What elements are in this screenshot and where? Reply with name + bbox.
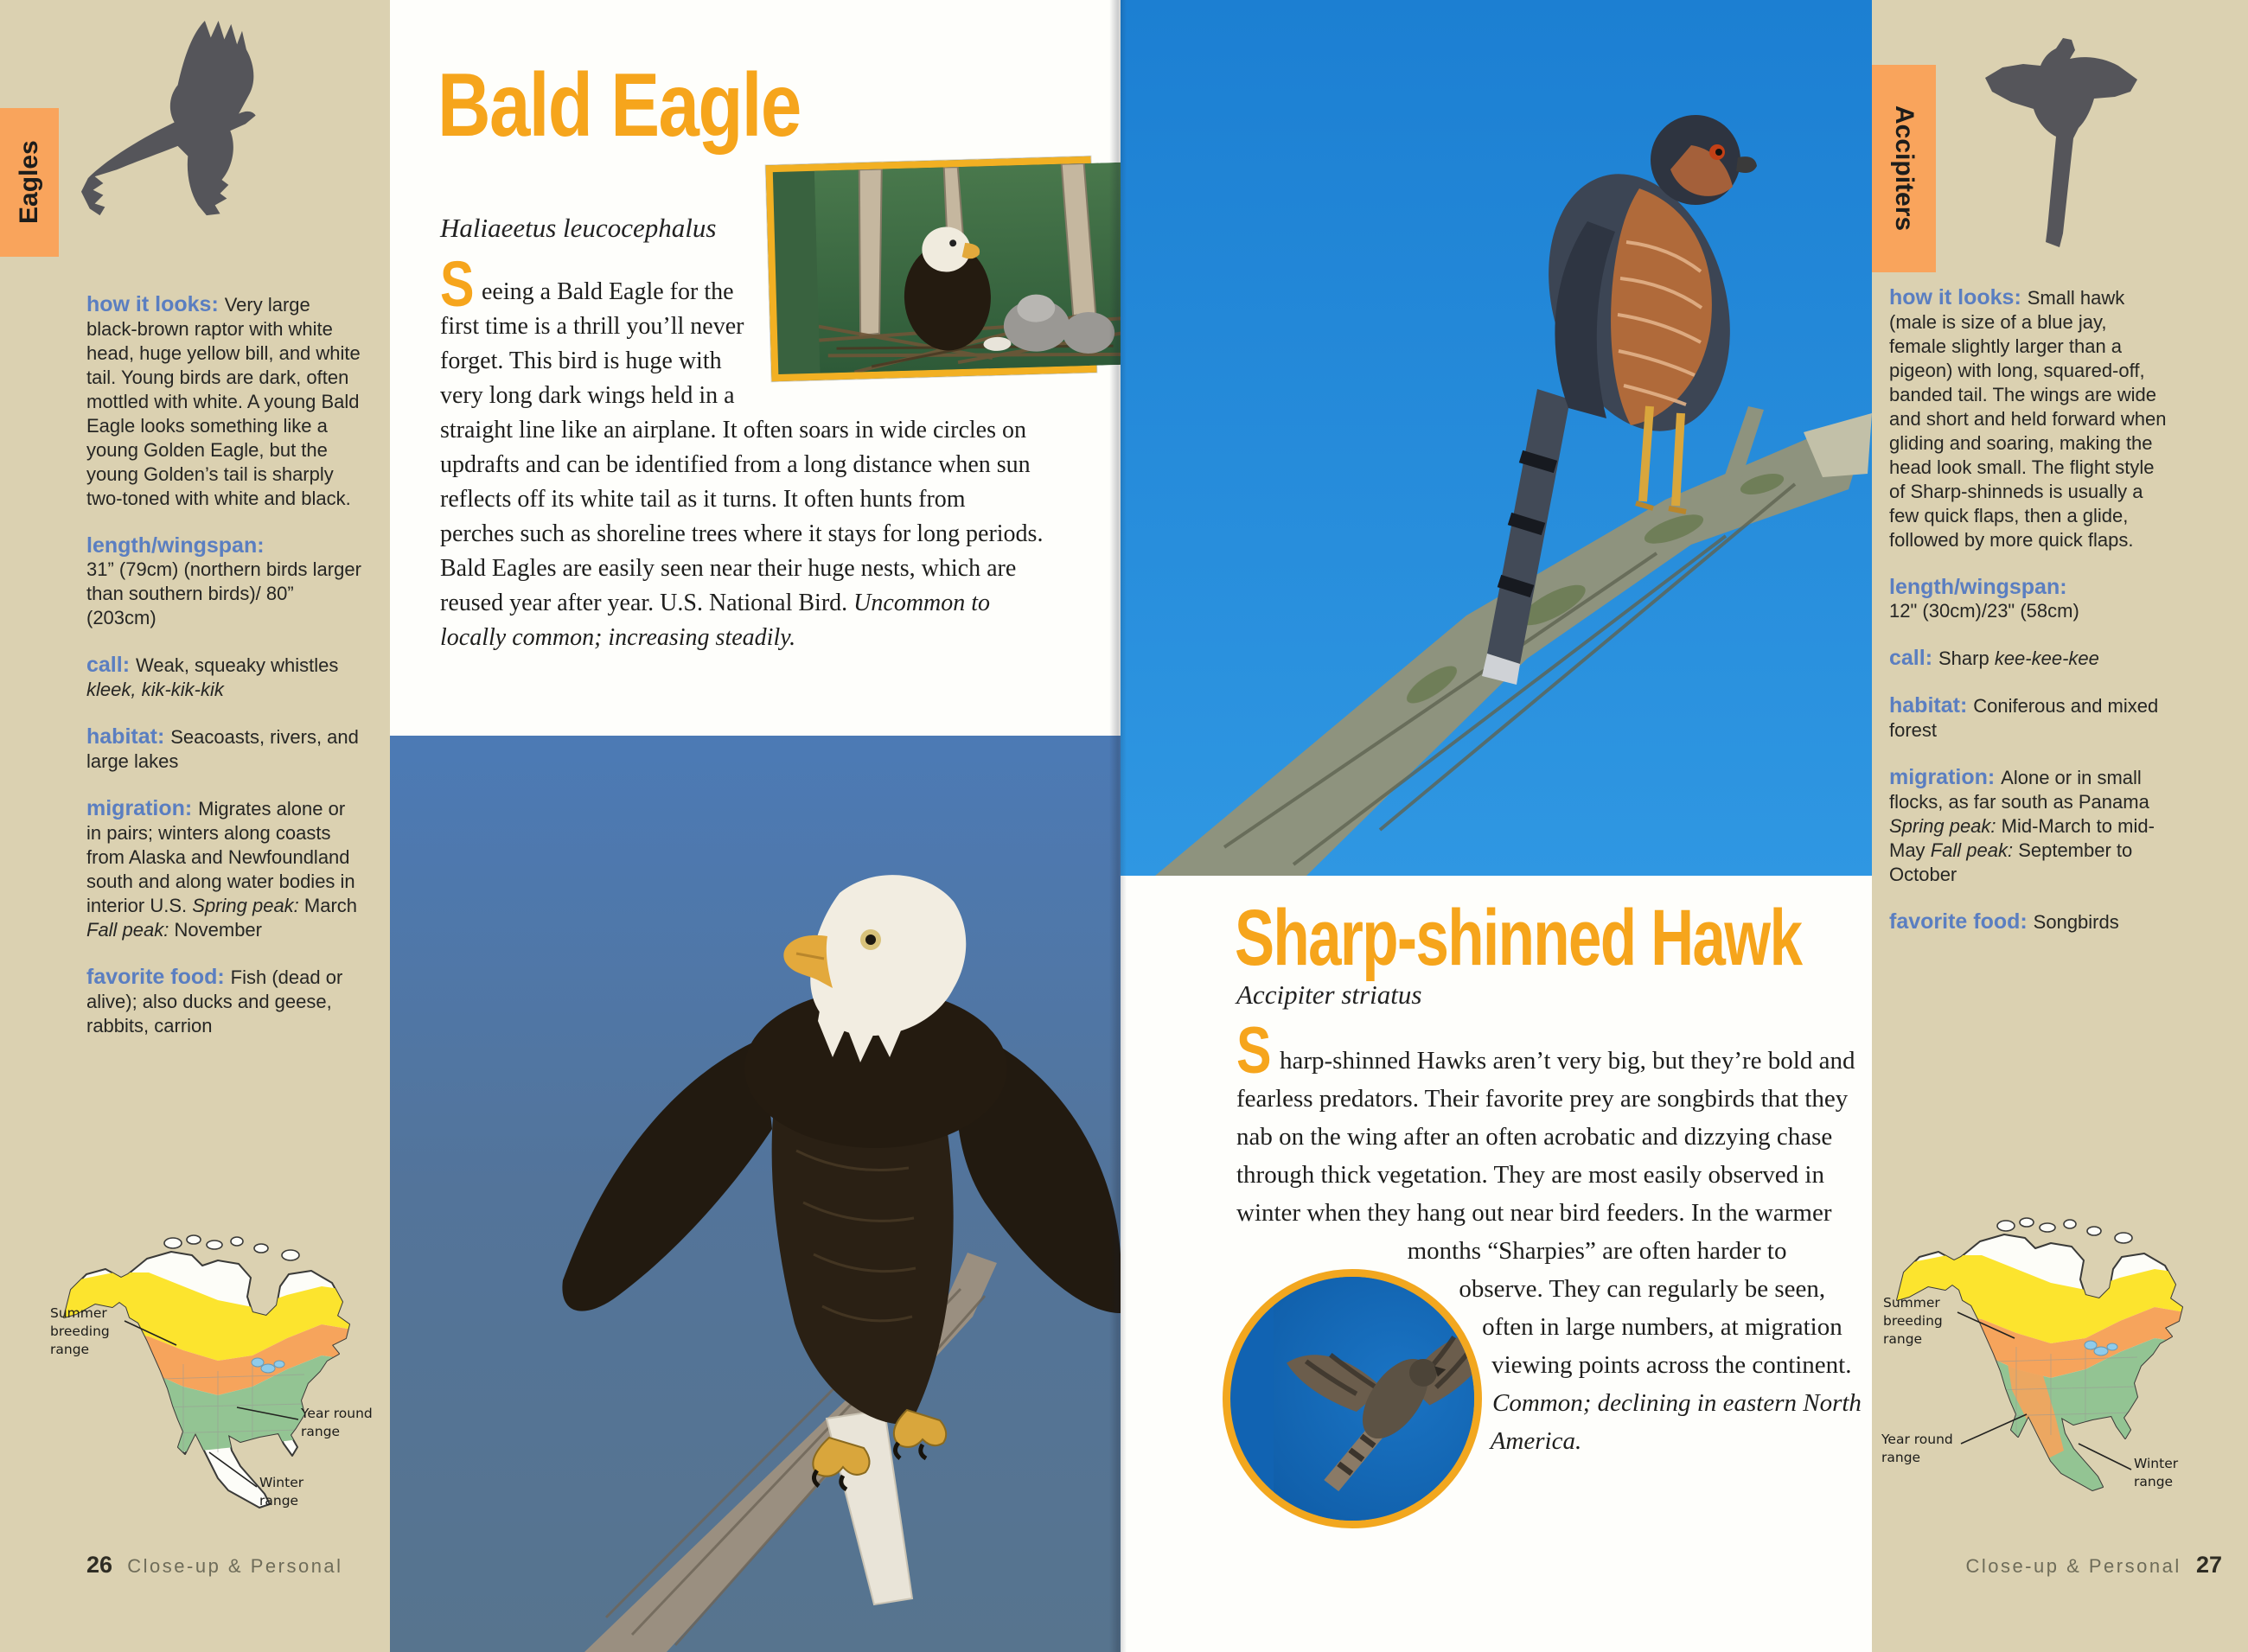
map-label-winter-range — [2134, 1456, 2179, 1489]
svg-text:breeding: breeding — [1883, 1313, 1943, 1329]
body-text-run: Fish (dead or alive); also ducks and geese, rabbits, carrion — [86, 966, 343, 1036]
page-number: 26 — [86, 1552, 113, 1578]
svg-text:Year round: Year round — [1881, 1432, 1953, 1447]
right-sidebar-sections — [1889, 285, 2168, 957]
range-map-sharp-shinned — [1878, 1217, 2215, 1528]
sidebar-section — [86, 533, 365, 630]
map-label-year-round-range — [1881, 1432, 1953, 1465]
sharp-shinned-body-text — [1236, 1014, 1866, 1539]
body-text-run: Mid-March to mid-May — [1889, 815, 2155, 861]
map-label-summer-breeding-range — [1883, 1295, 1943, 1347]
body-text-run: November — [169, 919, 262, 941]
sidebar-section — [86, 796, 365, 942]
body-text-italic-run: Spring peak: — [1889, 815, 1996, 837]
sidebar-section — [1889, 765, 2168, 887]
svg-text:range: range — [259, 1493, 299, 1508]
body-text-run: 12" (30cm)/23" (58cm) — [1889, 600, 2079, 622]
tab-accipiters[interactable]: Accipiters — [1872, 65, 1936, 272]
sidebar-section-label: call: — [1889, 646, 1938, 670]
sidebar-section-label: migration: — [86, 796, 199, 820]
left-page-footer — [86, 1552, 343, 1579]
sidebar-section — [1889, 693, 2168, 743]
svg-text:Summer: Summer — [1883, 1295, 1940, 1311]
hawk-silhouette-icon — [1973, 16, 2146, 266]
body-text-run: March — [298, 895, 358, 916]
bald-eagle-dropcap: S — [440, 248, 475, 320]
sharp-shinned-scientific-name: Accipiter striatus — [1236, 979, 1422, 1010]
left-sidebar — [0, 0, 390, 1652]
sidebar-section — [86, 724, 365, 774]
body-text-run: Migrates alone or in pairs; winters along coasts from Alaska and Newfoundland south and along water bodies in interior U.S. — [86, 798, 355, 916]
sidebar-section-label: length/wingspan: — [1889, 575, 2067, 599]
body-text-italic-run: kleek, kik-kik-kik — [86, 679, 224, 700]
sidebar-section-label: favorite food: — [1889, 909, 2034, 934]
sidebar-section-label: length/wingspan: — [86, 533, 265, 558]
svg-text:range: range — [2134, 1474, 2174, 1489]
sidebar-section-label: habitat: — [86, 724, 171, 749]
sharp-shinned-article — [1121, 876, 1872, 1652]
body-text-italic-run: Fall peak: — [86, 919, 169, 941]
sidebar-section — [1889, 909, 2168, 934]
sidebar-section — [86, 292, 365, 511]
right-page-footer — [1894, 1552, 2222, 1579]
svg-text:breeding: breeding — [50, 1324, 110, 1339]
svg-text:range: range — [301, 1424, 341, 1439]
sidebar-section-label: how it looks: — [86, 292, 225, 316]
body-text-run: Sharp — [1938, 647, 1995, 669]
body-text-italic-run: kee-kee-kee — [1994, 647, 2099, 669]
book-title: Close-up & Personal — [1965, 1555, 2181, 1577]
left-sidebar-sections — [86, 292, 365, 1061]
page-number: 27 — [2195, 1552, 2222, 1578]
svg-text:range: range — [1881, 1450, 1921, 1465]
book-title: Close-up & Personal — [127, 1555, 343, 1577]
bald-eagle-title: Bald Eagle — [437, 55, 801, 156]
body-text-run: Seacoasts, rivers, and large lakes — [86, 726, 359, 772]
sidebar-section — [86, 653, 365, 702]
body-text-run: Songbirds — [2033, 911, 2119, 933]
hawk-in-flight-photo — [1223, 1269, 1482, 1528]
svg-text:Winter: Winter — [2134, 1456, 2179, 1471]
svg-text:Year round: Year round — [301, 1406, 373, 1421]
sidebar-section — [1889, 285, 2168, 552]
sidebar-section — [86, 965, 365, 1038]
body-text-italic-run: Fall peak: — [1930, 839, 2014, 861]
right-sidebar — [1872, 0, 2248, 1652]
eagle-silhouette-icon — [80, 10, 283, 231]
body-text-run: Coniferous and mixed forest — [1889, 695, 2159, 741]
sidebar-section-label: how it looks: — [1889, 285, 2028, 309]
svg-text:Winter: Winter — [259, 1475, 304, 1490]
svg-text:range: range — [1883, 1331, 1923, 1347]
sidebar-section-label: favorite food: — [86, 965, 231, 989]
body-text-run: 31” (79cm) (northern birds larger than southern birds)/ 80” (203cm) — [86, 558, 361, 628]
body-text-run: Alone or in small flocks, as far south as Panama — [1889, 767, 2149, 813]
body-text-run: harp-shinned Hawks aren’t very big, but they’re bold and fearless predators. Their favorite prey are songbirds that they nab on the wing after an often acrobatic and dizzying chase through thick vegetation. They are most easily observed in winter when they hang out near bird feeders. In the warmer months “Sharpies” are often harder to observe. They can regularly be seen, often in large numbers, at migration viewing points across the continent. — [1236, 1047, 1855, 1379]
body-text-run: Weak, squeaky whistles — [135, 654, 339, 676]
svg-text:range: range — [50, 1342, 90, 1357]
body-text-run: Small hawk (male is size of a blue jay, female slightly larger than a pigeon) with long, squared-off, banded tail. The wings are wide and short and held forward when gliding and soaring, making the head look small. The flight style of Sharp-shinneds is usually a few quick flaps, then a glide, followed by more quick flaps. — [1889, 287, 2167, 551]
sidebar-section — [1889, 646, 2168, 671]
tab-eagles[interactable]: Eagles — [0, 108, 59, 257]
sharp-shinned-hawk-photo — [1121, 0, 1872, 876]
map-label-year-round-range — [300, 1406, 373, 1439]
bald-eagle-body-text — [440, 248, 1045, 655]
sidebar-section-label: migration: — [1889, 765, 2002, 789]
bald-eagle-article — [390, 0, 1121, 736]
map-label-summer-breeding-range — [50, 1305, 110, 1357]
page-gutter — [1109, 0, 1127, 1652]
range-map-bald-eagle — [45, 1234, 382, 1546]
bald-eagle-nest-photo — [766, 156, 1097, 381]
body-text-run: Very large black-brown raptor with white head, huge yellow bill, and white tail. Young birds are dark, often mottled with white. A young Bald Eagle looks something like a young Golden Eagle, but the young Golden’s tail is sharply two-toned with white and black. — [86, 294, 361, 509]
map-label-winter-range — [259, 1475, 304, 1508]
body-text-run: September to October — [1889, 839, 2133, 885]
bald-eagle-scientific-name: Haliaeetus leucocephalus — [440, 213, 717, 243]
sidebar-section-label: call: — [86, 653, 136, 677]
body-text-italic-run: Spring peak: — [192, 895, 299, 916]
body-text-italic-run: Common; declining in eastern North America. — [1490, 1389, 1862, 1455]
svg-text:Summer: Summer — [50, 1305, 107, 1321]
sidebar-section — [1889, 575, 2168, 623]
bald-eagle-photo — [390, 736, 1121, 1652]
sidebar-section-label: habitat: — [1889, 693, 1974, 718]
sharp-shinned-title: Sharp-shinned Hawk — [1235, 894, 1802, 982]
body-text-italic-run: Uncommon to locally common; increasing steadily. — [440, 590, 991, 651]
body-text-run: eeing a Bald Eagle for the first time is a thrill you’ll never forget. This bird is huge with very long dark wings held in a straight line like an airplane. It often soars in wide circles on updrafts and can be identified from a long distance when sun reflects off its white tail as it turns. It often hunts from perches such as shoreline trees where it stays for long periods. Bald Eagles are easily seen near their huge nests, which are reused year after year. U.S. National Bird. — [440, 278, 1044, 616]
sharp-shinned-dropcap: S — [1236, 1014, 1272, 1088]
